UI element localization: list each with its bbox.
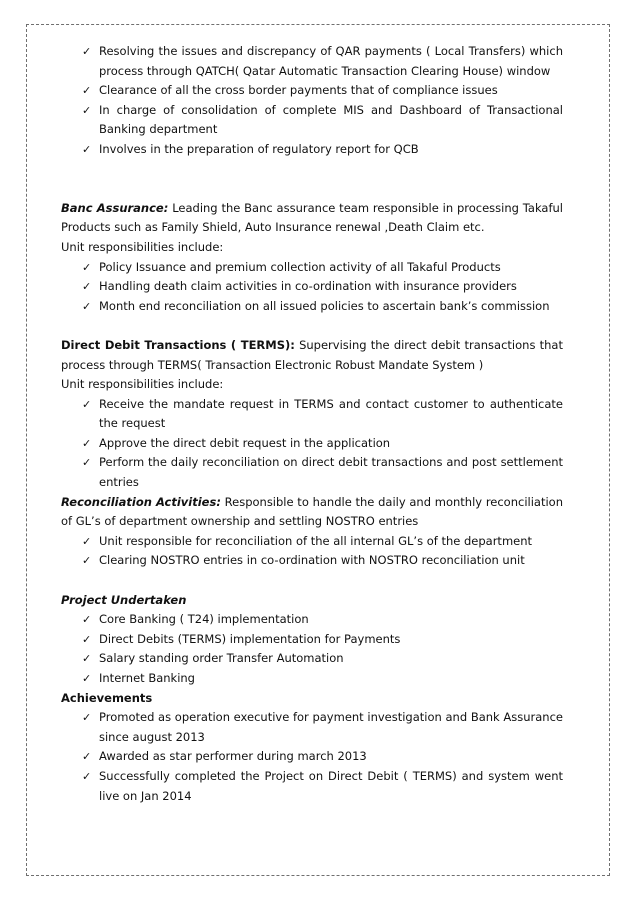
reconciliation-paragraph: Reconciliation Activities: Responsible to handle the daily and monthly reconciliation of GL’s of department ownership and settling NOSTRO entries	[61, 494, 563, 529]
terms-paragraph: Direct Debit Transactions ( TERMS): Supervising the direct debit transactions that process through TERMS( Transaction Electronic Robust Mandate System )	[61, 337, 563, 372]
list-item: ✓ Receive the mandate request in TERMS and contact customer to authenticate the request	[82, 396, 563, 431]
list-item: ✓ In charge of consolidation of complete MIS and Dashboard of Transactional Banking department	[82, 102, 563, 137]
terms-sub-label: Unit responsibilities include:	[61, 377, 224, 392]
list-item: ✓ Policy Issuance and premium collection activity of all Takaful Products	[61, 258, 563, 278]
section-heading-reconciliation: Reconciliation Activities:	[61, 494, 221, 509]
banc-assurance-paragraph: Banc Assurance: Leading the Banc assurance team responsible in processing Takaful Products such as Family Shield, Auto Insurance renewal ,Death Claim etc.	[61, 200, 563, 235]
check-icon: ✓	[82, 436, 92, 450]
check-icon: ✓	[82, 280, 92, 294]
resume-body	[61, 42, 563, 806]
list-item: ✓ Approve the direct debit request in the application	[61, 434, 563, 454]
banc-sub-label: Unit responsibilities include:	[61, 239, 224, 254]
list-item: ✓ Month end reconciliation on all issued policies to ascertain bank’s commission	[61, 297, 563, 317]
list-item: ✓ Handling death claim activities in co-ordination with insurance providers	[61, 277, 563, 297]
list-item: ✓ Successfully completed the Project on Direct Debit ( TERMS) and system went live on Jan 2014	[82, 768, 563, 803]
check-icon: ✓	[82, 260, 92, 274]
list-item: ✓ Core Banking ( T24) implementation	[61, 610, 563, 630]
list-item: ✓ Clearing NOSTRO entries in co-ordination with NOSTRO reconciliation unit	[61, 551, 563, 571]
projects-list	[61, 610, 563, 688]
check-icon: ✓	[82, 554, 92, 568]
banc-list	[61, 258, 563, 317]
terms-list	[61, 395, 563, 493]
check-icon: ✓	[82, 456, 92, 470]
section-heading-terms: Direct Debit Transactions ( TERMS):	[61, 337, 295, 352]
list-item: ✓ Internet Banking	[61, 669, 563, 689]
check-icon: ✓	[82, 397, 92, 411]
check-icon: ✓	[82, 632, 92, 646]
check-icon: ✓	[82, 142, 92, 156]
check-icon: ✓	[82, 750, 92, 764]
list-item: ✓ Unit responsible for reconciliation of the all internal GL’s of the department	[61, 532, 563, 552]
list-item: ✓ Direct Debits (TERMS) implementation for Payments	[61, 630, 563, 650]
list-item: ✓ Clearance of all the cross border payments that of compliance issues	[61, 81, 563, 101]
achievements-list	[61, 708, 563, 806]
check-icon: ✓	[82, 769, 92, 783]
reconciliation-list	[61, 532, 563, 571]
check-icon: ✓	[82, 84, 92, 98]
list-item: ✓ Salary standing order Transfer Automation	[61, 649, 563, 669]
check-icon: ✓	[82, 672, 92, 685]
check-icon: ✓	[82, 534, 92, 548]
section-heading-achievements: Achievements	[61, 690, 153, 705]
check-icon: ✓	[82, 103, 92, 117]
check-icon: ✓	[82, 652, 92, 666]
check-icon: ✓	[82, 711, 92, 725]
list-item: ✓ Promoted as operation executive for payment investigation and Bank Assurance since august 2013	[82, 710, 563, 744]
section-heading-banc-assurance: Banc Assurance:	[61, 200, 169, 215]
list-item: ✓ Involves in the preparation of regulatory report for QCB	[61, 140, 563, 160]
check-icon: ✓	[82, 299, 92, 313]
list-item: ✓ Resolving the issues and discrepancy of QAR payments ( Local Transfers) which process through QATCH( Qatar Automatic Transaction Clearing House) window	[82, 44, 563, 78]
intro-list	[61, 42, 563, 160]
list-item: ✓ Perform the daily reconciliation on direct debit transactions and post settlement entries	[82, 455, 563, 490]
list-item: ✓ Awarded as star performer during march 2013	[61, 747, 563, 767]
check-icon: ✓	[82, 613, 92, 627]
check-icon: ✓	[82, 45, 92, 58]
section-heading-projects: Project Undertaken	[61, 592, 187, 607]
